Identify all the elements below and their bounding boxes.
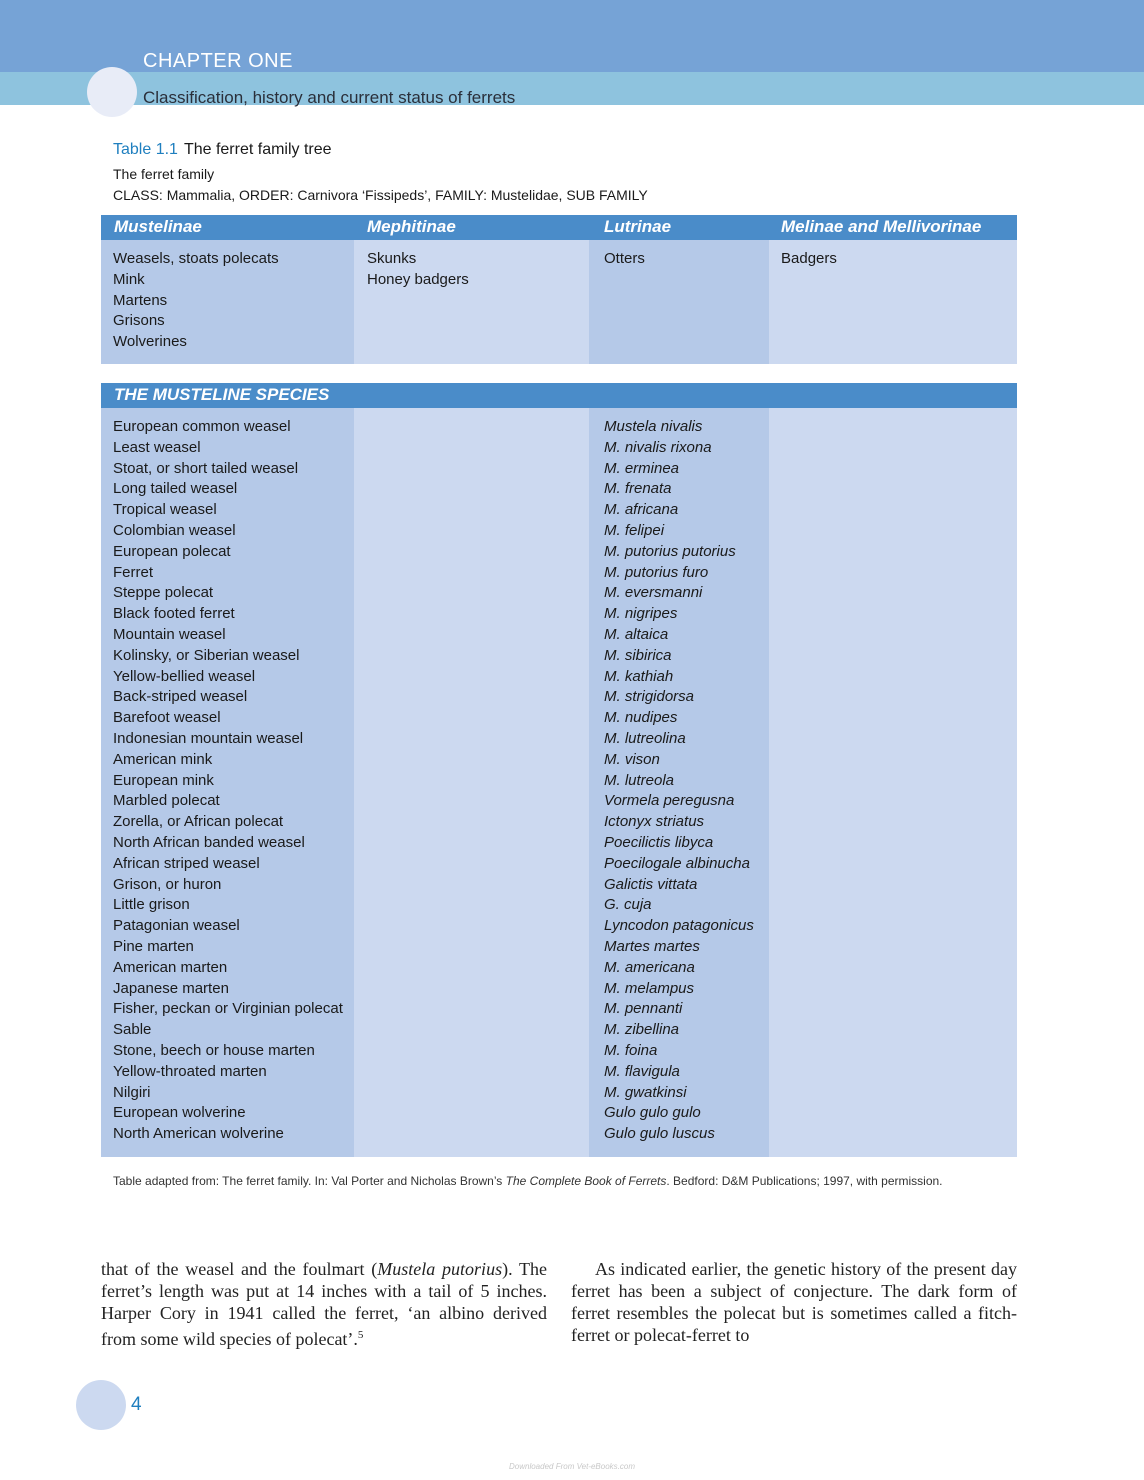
list-item: Indonesian mountain weasel	[113, 729, 304, 747]
species-header-row	[101, 383, 1017, 408]
decorative-circle	[87, 67, 137, 117]
chapter-label: CHAPTER ONE	[143, 50, 293, 72]
family-header: Mephitinae	[367, 217, 456, 236]
list-item: Steppe polecat	[113, 584, 214, 602]
list-item: Zorella, or African polecat	[113, 813, 284, 831]
list-item: M. eversmanni	[604, 584, 703, 602]
list-item: M. altaica	[604, 625, 669, 643]
list-item: Black footed ferret	[113, 605, 235, 623]
list-item: Poecilictis libyca	[604, 833, 714, 851]
family-cell	[604, 249, 645, 270]
list-item: Galictis vittata	[604, 875, 698, 893]
list-item: M. erminea	[604, 459, 680, 477]
list-item: M. lutreola	[604, 771, 675, 789]
list-item: M. putorius furo	[604, 563, 709, 581]
list-item: M. zibellina	[604, 1021, 680, 1039]
family-header: Lutrinae	[604, 217, 672, 236]
family-cell	[113, 249, 279, 353]
list-item: M. africana	[604, 501, 679, 519]
list-item: Grisons	[113, 312, 165, 330]
list-item: European common weasel	[113, 418, 291, 435]
list-item: M. frenata	[604, 480, 672, 498]
list-item: G. cuja	[604, 896, 652, 914]
list-item: Gulo gulo luscus	[604, 1125, 715, 1143]
list-item: Pine marten	[113, 937, 194, 955]
page-number: 4	[131, 1394, 142, 1415]
list-item: M. melampus	[604, 979, 695, 997]
chapter-subtitle: Classification, history and current status of ferrets	[143, 88, 516, 107]
list-item: Poecilogale albinucha	[604, 854, 750, 872]
list-item: M. americana	[604, 958, 695, 976]
list-item: Otters	[604, 250, 645, 267]
species-common-names	[113, 417, 343, 1145]
list-item: Long tailed weasel	[113, 480, 238, 498]
list-item: Gulo gulo gulo	[604, 1104, 701, 1122]
list-item: Ferret	[113, 563, 154, 581]
download-footer: Downloaded From Vet-eBooks.com	[509, 1462, 635, 1471]
list-item: Mustela nivalis	[604, 418, 703, 435]
list-item: Mink	[113, 270, 145, 288]
list-item: American marten	[113, 958, 228, 976]
list-item: M. kathiah	[604, 667, 674, 685]
species-column	[769, 408, 1017, 1157]
table-number: Table 1.1	[113, 141, 178, 158]
list-item: Patagonian weasel	[113, 917, 240, 935]
list-item: Martes martes	[604, 937, 700, 955]
body-text-right: As indicated earlier, the genetic history of the present day ferret has been a subject of conjecture. The dark form of ferret resembles the polecat but is sometimes called a fitch-ferret or polecat-ferret to	[571, 1259, 1017, 1345]
list-item: M. strigidorsa	[604, 688, 695, 706]
list-item: European wolverine	[113, 1104, 246, 1122]
list-item: M. felipei	[604, 521, 665, 539]
list-item: Mountain weasel	[113, 625, 226, 643]
list-item: Colombian weasel	[113, 521, 236, 539]
list-item: Wolverines	[113, 333, 187, 351]
family-header: Mustelinae	[114, 217, 202, 236]
list-item: Marbled polecat	[113, 792, 220, 810]
list-item: Skunks	[367, 250, 417, 267]
list-item: Yellow-bellied weasel	[113, 667, 256, 685]
list-item: M. foina	[604, 1041, 658, 1059]
list-item: M. lutreolina	[604, 729, 686, 747]
list-item: M. pennanti	[604, 1000, 683, 1018]
list-item: M. vison	[604, 750, 660, 768]
list-item: Kolinsky, or Siberian weasel	[113, 646, 300, 664]
list-item: Back-striped weasel	[113, 688, 248, 706]
table-intro: The ferret family	[113, 166, 215, 182]
page-number-circle	[76, 1380, 126, 1430]
body-text: that of the weasel and the foulmart (	[101, 1259, 378, 1279]
species-latin-names	[604, 417, 754, 1145]
list-item: Stoat, or short tailed weasel	[113, 459, 299, 477]
list-item: Barefoot weasel	[113, 709, 221, 727]
list-item: M. sibirica	[604, 646, 672, 664]
list-item: Nilgiri	[113, 1083, 151, 1101]
family-header-row	[101, 215, 1017, 240]
list-item: Japanese marten	[113, 979, 229, 997]
list-item: M. nivalis rixona	[604, 438, 712, 456]
list-item: European mink	[113, 771, 214, 789]
table-title: The ferret family tree	[183, 141, 332, 158]
table-caption	[113, 141, 332, 159]
list-item: M. nudipes	[604, 709, 678, 727]
body-text-left	[101, 1258, 547, 1350]
footnote-ref: 5	[357, 1329, 364, 1341]
species-column	[354, 408, 589, 1157]
list-item: Lyncodon patagonicus	[604, 917, 754, 935]
table-classification: CLASS: Mammalia, ORDER: Carnivora ‘Fissipeds’, FAMILY: Mustelidae, SUB FAMILY	[113, 187, 648, 203]
list-item: Grison, or huron	[113, 875, 222, 893]
list-item: Fisher, peckan or Virginian polecat	[113, 1000, 343, 1018]
list-item: Tropical weasel	[113, 501, 217, 519]
list-item: Least weasel	[113, 438, 201, 456]
list-item: Little grison	[113, 896, 190, 914]
table-source	[113, 1174, 943, 1188]
list-item: Weasels, stoats polecats	[113, 250, 279, 267]
list-item: North American wolverine	[113, 1125, 284, 1143]
list-item: North African banded weasel	[113, 833, 305, 851]
list-item: M. nigripes	[604, 605, 678, 623]
family-header: Melinae and Mellivorinae	[781, 217, 982, 236]
source-prefix: Table adapted from: The ferret family. In: Val Porter and Nicholas Brown’s	[113, 1174, 506, 1188]
source-suffix: . Bedford: D&M Publications; 1997, with permission.	[666, 1174, 943, 1188]
list-item: American mink	[113, 750, 213, 768]
list-item: M. gwatkinsi	[604, 1083, 687, 1101]
list-item: Stone, beech or house marten	[113, 1041, 315, 1059]
list-item: M. putorius putorius	[604, 542, 736, 560]
list-item: Ictonyx striatus	[604, 813, 705, 831]
list-item: African striped weasel	[113, 854, 260, 872]
list-item: Badgers	[781, 250, 837, 267]
list-item: European polecat	[113, 542, 231, 560]
list-item: Honey badgers	[367, 270, 469, 288]
list-item: M. flavigula	[604, 1062, 680, 1080]
list-item: Martens	[113, 291, 168, 309]
source-book-title: The Complete Book of Ferrets	[505, 1174, 667, 1188]
body-text: ). The ferret’s length was put at 14 inches with a tail of 5 inches. Harper Cory in 1941 called the ferret, ‘an albino derived from some wild species of polecat’.	[101, 1259, 548, 1349]
family-cell	[367, 249, 469, 291]
list-item: Sable	[113, 1021, 152, 1039]
list-item: Vormela peregusna	[604, 792, 735, 810]
family-cell	[781, 249, 837, 270]
body-italic: Mustela putorius	[377, 1259, 503, 1279]
list-item: Yellow-throated marten	[113, 1062, 267, 1080]
species-header: THE MUSTELINE SPECIES	[114, 385, 330, 404]
